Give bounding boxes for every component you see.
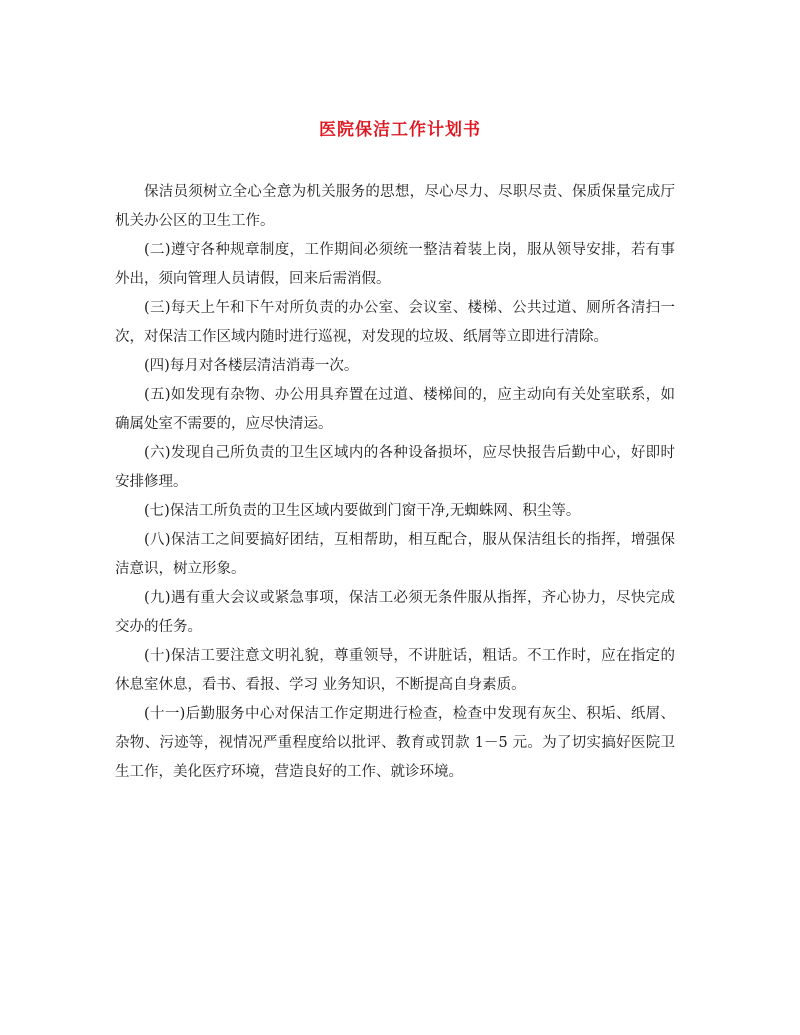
paragraph-item-11: (十一)后勤服务中心对保洁工作定期进行检查，检查中发现有灰尘、积垢、纸屑、杂物、污迹等，视情况严重程度给以批评、教育或罚款 1－5 元。为了切实搞好医院卫生工作，美化医疗环境，营造良好的工作、就诊环境。 — [115, 706, 675, 780]
document-title: 医院保洁工作计划书 — [319, 120, 481, 140]
paragraph-item-9: (九)遇有重大会议或紧急事项，保洁工必须无条件服从指挥，齐心协力，尽快完成交办的任务。 — [115, 590, 675, 635]
paragraph-item-3: (三)每天上午和下午对所负责的办公室、会议室、楼梯、公共过道、厕所各清扫一次，对保洁工作区域内随时进行巡视，对发现的垃圾、纸屑等立即进行清除。 — [115, 300, 675, 345]
document-body — [115, 178, 675, 787]
paragraph-intro: 保洁员须树立全心全意为机关服务的思想，尽心尽力、尽职尽责、保质保量完成厅机关办公区的卫生工作。 — [115, 184, 675, 229]
paragraph-item-4: (四)每月对各楼层清洁消毒一次。 — [144, 358, 359, 374]
paragraph-item-8: (八)保洁工之间要搞好团结，互相帮助，相互配合，服从保洁组长的指挥，增强保洁意识，树立形象。 — [115, 532, 675, 577]
paragraph-item-2: (二)遵守各种规章制度，工作期间必须统一整洁着装上岗，服从领导安排，若有事外出，须向管理人员请假，回来后需消假。 — [115, 242, 675, 287]
paragraph-item-5: (五)如发现有杂物、办公用具弃置在过道、楼梯间的，应主动向有关处室联系，如确属处室不需要的，应尽快清运。 — [115, 387, 675, 432]
paragraph-item-7: (七)保洁工所负责的卫生区域内要做到门窗干净,无蜘蛛网、积尘等。 — [144, 503, 581, 519]
paragraph-item-10: (十)保洁工要注意文明礼貌，尊重领导，不讲脏话，粗话。不工作时，应在指定的休息室休息，看书、看报、学习 业务知识，不断提高自身素质。 — [115, 648, 675, 693]
paragraph-item-6: (六)发现自己所负责的卫生区域内的各种设备损坏，应尽快报告后勤中心，好即时安排修理。 — [115, 445, 675, 490]
